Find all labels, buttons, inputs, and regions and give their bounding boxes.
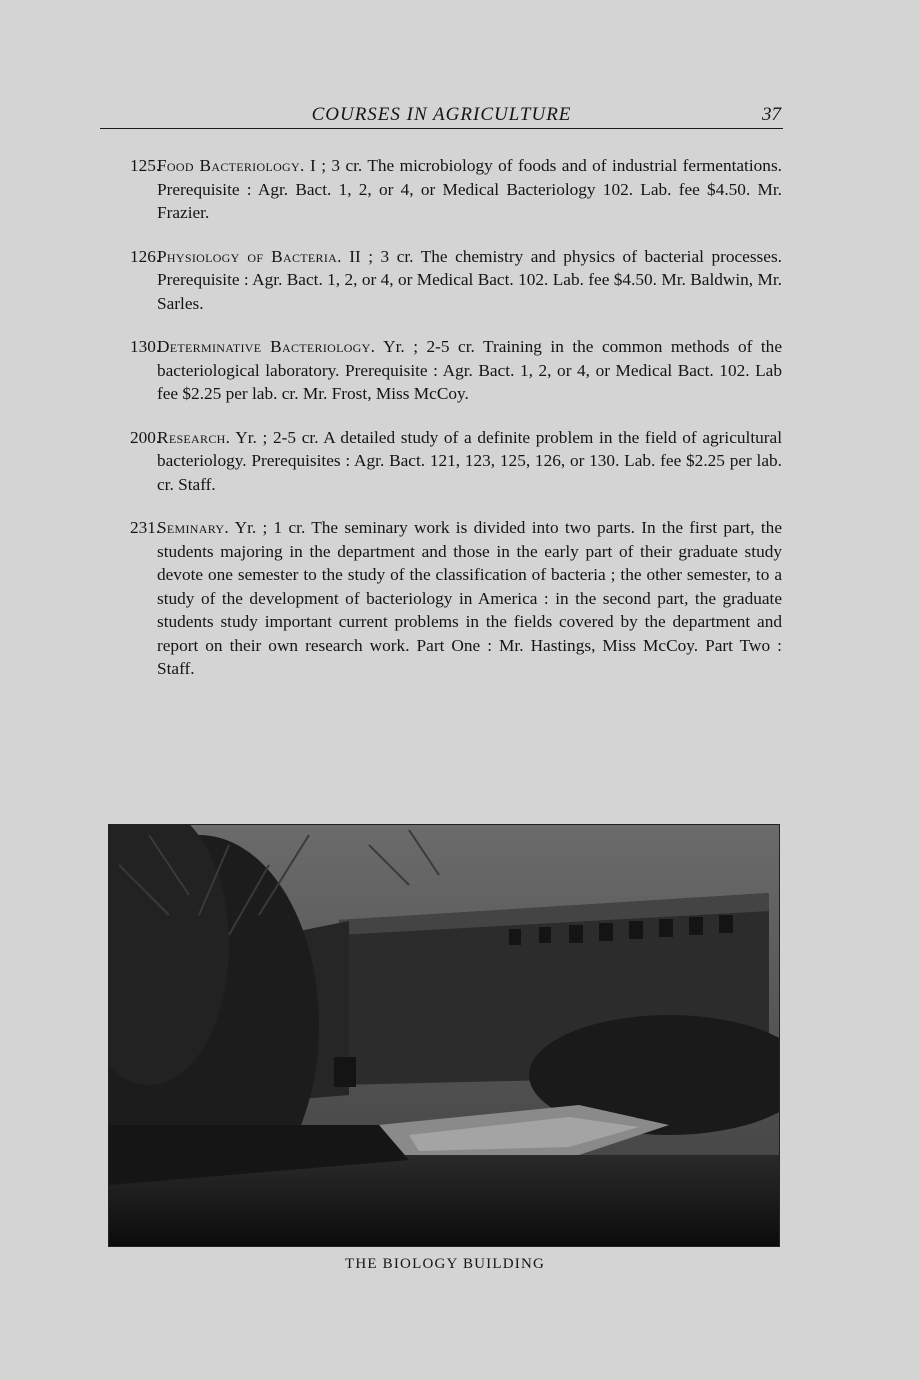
course-entry-130 xyxy=(130,335,782,406)
course-title: Physiology of Bacteria. xyxy=(157,246,342,266)
course-description: II ; 3 cr. The chemistry and physics of bacterial processes. Prerequisite : Agr. Bact. 1, 2, or 4, or Medical Bact. 102. Lab. fee $4.50. Mr. Baldwin, Mr. Sarles. xyxy=(157,246,782,313)
biology-building-photo-image xyxy=(109,825,779,1246)
page-number: 37 xyxy=(762,104,781,125)
course-entry-126 xyxy=(130,245,782,316)
course-title: Research. xyxy=(157,427,231,447)
course-description: Yr. ; 2-5 cr. A detailed study of a definite problem in the field of agricultural bacteriology. Prerequisites : Agr. Bact. 121, 123, 125, 126, or 130. Lab. fee $2.25 per lab. cr. Staff. xyxy=(157,427,782,494)
figure-caption: THE BIOLOGY BUILDING xyxy=(344,1256,546,1272)
course-title: Determinative Bacteriology. xyxy=(157,337,376,356)
page-header xyxy=(100,104,783,129)
course-number: 200. xyxy=(130,427,161,447)
running-title: COURSES IN AGRICULTURE xyxy=(311,104,572,125)
course-number: 231. xyxy=(130,518,161,537)
course-description: Yr. ; 2-5 cr. Training in the common methods of the bacteriological laboratory. Prerequisite : Agr. Bact. 1, 2, or 4, or Medical Bact. 102. Lab fee $2.25 per lab. cr. Mr. Frost, Miss McCoy. xyxy=(157,337,782,403)
course-description: Yr. ; 1 cr. The seminary work is divided into two parts. In the first part, the students majoring in the department and those in the early part of their graduate study devote one semester to the study of the classification of bacteria ; the other semester, to a study of the development of bacteriology in America : in the second part, the graduate students study important current problems in the fields covered by the department and report on their own research work. Part One : Mr. Hastings, Miss McCoy. Part Two : Staff. xyxy=(157,518,782,678)
course-description: I ; 3 cr. The microbiology of foods and of industrial fermentations. Prerequisite : Agr. Bact. 1, 2, or 4, or Medical Bacteriology 102. Lab. fee $4.50. Mr. Frazier. xyxy=(157,156,782,222)
course-number: 130. xyxy=(130,337,161,356)
course-entry-200 xyxy=(130,426,782,497)
course-number: 125. xyxy=(130,156,161,175)
course-entry-125 xyxy=(130,154,782,225)
course-entry-231 xyxy=(130,516,782,681)
course-title: Food Bacteriology. xyxy=(157,156,305,175)
building-photo xyxy=(108,824,780,1247)
course-number: 126. xyxy=(130,246,161,266)
course-title: Seminary. xyxy=(157,518,229,537)
course-list xyxy=(130,154,782,701)
